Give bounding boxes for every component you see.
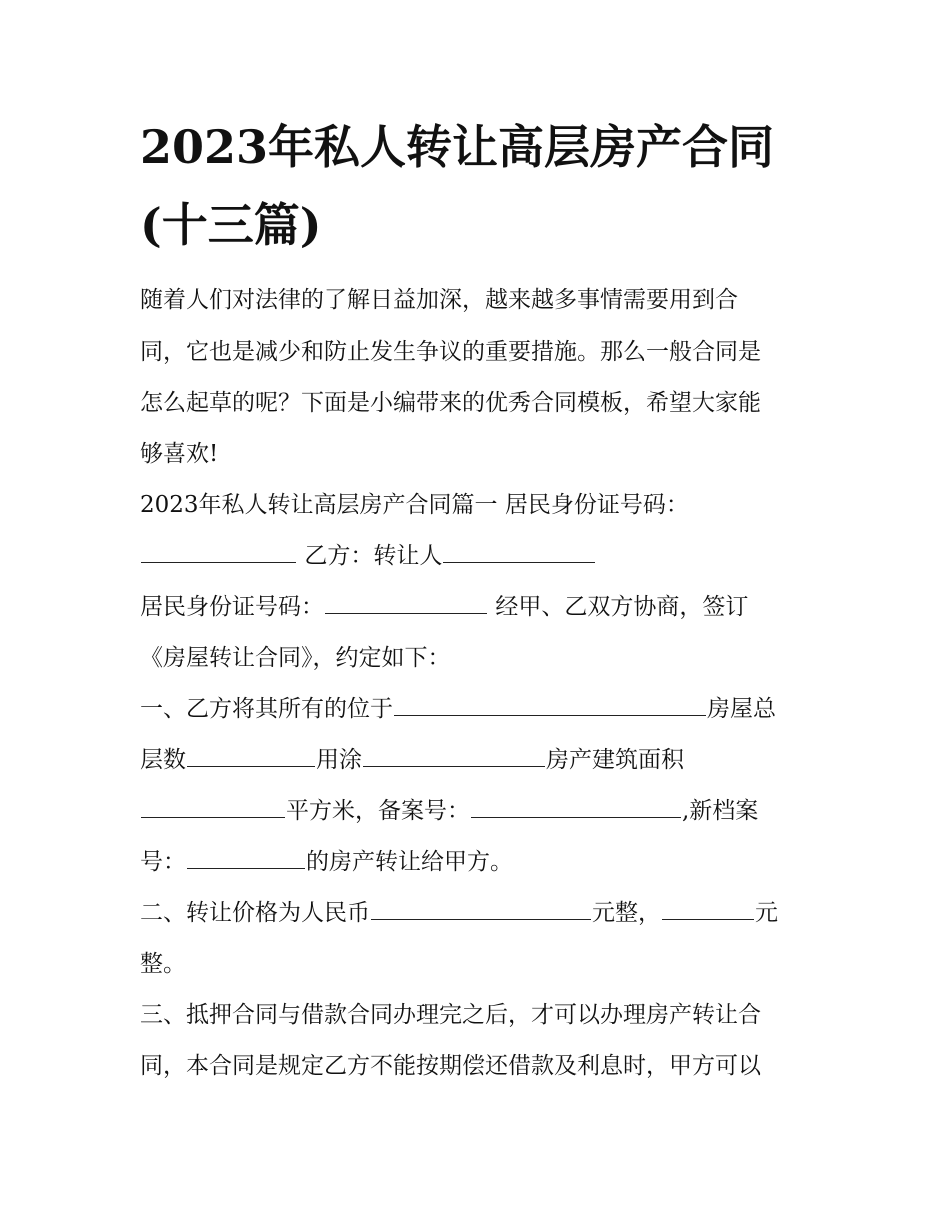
clause-1-text-f: 平方米，备案号：: [286, 798, 470, 824]
intro-line-4: 够喜欢!: [140, 441, 219, 467]
blank-property-location[interactable]: [394, 695, 706, 716]
clause-1-text-b: 房屋总: [707, 696, 776, 722]
clause-1-text-e: 房产建筑面积: [546, 747, 684, 773]
blank-filing-number[interactable]: [471, 797, 681, 818]
clause-1-text-d: 用涂: [316, 747, 362, 773]
agreement-text: 经甲、乙双方协商，签订: [495, 594, 749, 620]
agreement-line-2: 《房屋转让合同》，约定如下：: [140, 645, 451, 671]
id-label: 居民身份证号码：: [140, 594, 324, 620]
clause-2-text-c: 元: [755, 900, 778, 926]
blank-building-area[interactable]: [141, 797, 285, 818]
clause-3-line-1: 三、抵押合同与借款合同办理完之后，才可以办理房产转让合: [140, 1002, 761, 1028]
blank-floor-count[interactable]: [187, 746, 315, 767]
clause-1-line-3: [140, 785, 758, 837]
intro-line-3: 怎么起草的呢？下面是小编带来的优秀合同模板，希望大家能: [140, 390, 761, 416]
document-title-line-1: 2023年私人转让高层房产合同: [140, 120, 775, 174]
clause-1-line-1: [140, 683, 776, 735]
blank-id-number-b[interactable]: [325, 593, 487, 614]
contract-heading: 2023年私人转让高层房产合同篇一 居民身份证号码：: [140, 492, 689, 518]
party-b-label: 乙方：转让人: [304, 543, 443, 569]
blank-id-number-a[interactable]: [141, 542, 296, 563]
blank-new-file-number[interactable]: [187, 848, 305, 869]
blank-price-number[interactable]: [662, 899, 754, 920]
document-title-line-2: (十三篇): [140, 198, 322, 252]
clause-1-text-h: 号：: [140, 849, 186, 875]
clause-2-text-b: 元整，: [592, 900, 661, 926]
id-agreement-line: [140, 581, 748, 633]
party-b-line: [140, 530, 596, 582]
clause-1-line-2: [140, 734, 684, 786]
clause-2-line-1: [140, 887, 778, 939]
clause-1-text-i: 的房产转让给甲方。: [306, 849, 513, 875]
clause-2-line-2: 整。: [140, 951, 186, 977]
clause-1-text-a: 一、乙方将其所有的位于: [140, 696, 393, 722]
intro-line-2: 同，它也是减少和防止发生争议的重要措施。那么一般合同是: [140, 339, 761, 365]
clause-1-text-g: ,新档案: [682, 798, 759, 824]
clause-1-text-c: 层数: [140, 747, 186, 773]
blank-party-b-name[interactable]: [443, 542, 595, 563]
intro-line-1: 随着人们对法律的了解日益加深，越来越多事情需要用到合: [140, 287, 738, 313]
clause-3-line-2: 同，本合同是规定乙方不能按期偿还借款及利息时，甲方可以: [140, 1053, 761, 1079]
blank-usage[interactable]: [363, 746, 545, 767]
clause-2-text-a: 二、转让价格为人民币: [140, 900, 370, 926]
blank-price-uppercase[interactable]: [371, 899, 591, 920]
clause-1-line-4: [140, 836, 513, 888]
